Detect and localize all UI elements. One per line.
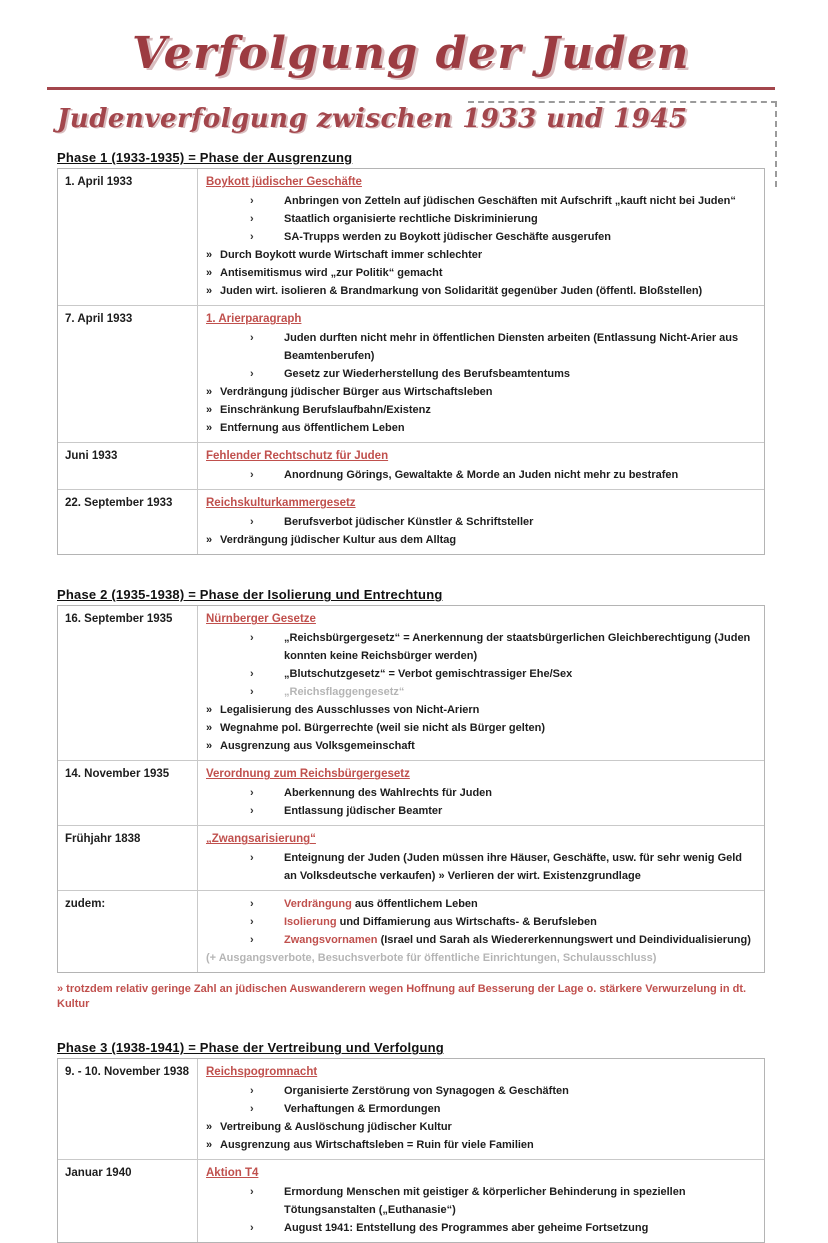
phase-3-heading: Phase 3 (1938-1941) = Phase der Vertreibung und Verfolgung (57, 1040, 444, 1056)
arrow-bullet-icon: › (250, 787, 254, 800)
title-divider (47, 87, 775, 90)
content-cell (198, 1160, 764, 1242)
table-row (58, 489, 764, 554)
list-item (206, 513, 754, 531)
phase-1-table (57, 168, 765, 555)
list-item-text: Anbringen von Zetteln auf jüdischen Geschäften mit Aufschrift „kauft nicht bei Juden“ (284, 195, 736, 208)
table-row (58, 1159, 764, 1242)
list-item-text: Verhaftungen & Ermordungen (284, 1103, 441, 1116)
list-item (206, 1082, 754, 1100)
list-item-text (284, 931, 754, 949)
result-bullet-icon: » (206, 386, 213, 399)
phase-1-section (57, 150, 765, 555)
phase-3-section (57, 1040, 765, 1243)
arrow-bullet-icon: › (250, 368, 254, 381)
arrow-bullet-icon: › (250, 1103, 254, 1116)
list-item-text (284, 895, 754, 913)
spacer (57, 1012, 765, 1034)
table-row (58, 442, 764, 489)
result-bullet-icon: » (206, 1139, 213, 1152)
topic-title: „Zwangsarisierung“ (206, 833, 316, 846)
topic-title: Verordnung zum Reichsbürgergesetz (206, 768, 410, 781)
result-bullet-icon: » (206, 267, 213, 280)
result-item (206, 264, 754, 282)
result-item-text: Legalisierung des Ausschlusses von Nicht-Ariern (220, 704, 480, 717)
content-cell (198, 306, 764, 442)
result-item (206, 701, 754, 719)
topic-title: Aktion T4 (206, 1167, 259, 1180)
content-cell (198, 761, 764, 825)
result-bullet-icon: » (206, 704, 213, 717)
date-cell: Januar 1940 (58, 1160, 198, 1242)
content-cell (198, 606, 764, 760)
muted-note: (+ Ausgangsverbote, Besuchsverbote für öffentliche Einrichtungen, Schulausschluss) (206, 952, 657, 965)
result-bullet-icon: » (206, 740, 213, 753)
list-item-rest: aus öffentlichem Leben (351, 898, 478, 911)
date-cell: zudem: (58, 891, 198, 972)
list-item (206, 665, 754, 683)
result-item-text: Vertreibung & Auslöschung jüdischer Kultur (220, 1121, 452, 1134)
topic-title: Fehlender Rechtschutz für Juden (206, 450, 389, 463)
arrow-bullet-icon: › (250, 686, 254, 699)
list-item-text: Juden durften nicht mehr in öffentlichen Diensten arbeiten (Entlassung Nicht-Arier aus Beamtenberufen) (284, 332, 739, 363)
result-bullet-icon: » (206, 249, 213, 262)
arrow-bullet-icon: › (250, 898, 254, 911)
date-cell: 9. - 10. November 1938 (58, 1059, 198, 1159)
list-item (206, 192, 754, 210)
result-item (206, 719, 754, 737)
remark-note: » trotzdem relativ geringe Zahl an jüdischen Auswanderern wegen Hoffnung auf Besserung der Lage o. stärkere Verwurzelung in dt. Kultur (57, 983, 747, 1011)
phase-2-section (57, 587, 765, 1012)
list-item-text: „Reichsbürgergesetz“ = Anerkennung der staatsbürgerlichen Gleichberechtigung (Juden konnten keine Reichsbürger werden) (284, 632, 751, 663)
table-row (58, 305, 764, 442)
table-row (58, 760, 764, 825)
content-cell (198, 1059, 764, 1159)
list-item-text: Staatlich organisierte rechtliche Diskriminierung (284, 213, 538, 226)
result-item-text: Antisemitismus wird „zur Politik“ gemacht (220, 267, 443, 280)
topic-title: Reichspogromnacht (206, 1066, 318, 1079)
list-item (206, 802, 754, 820)
phase-2-table (57, 605, 765, 973)
list-item (206, 1219, 754, 1237)
topic-title: Nürnberger Gesetze (206, 613, 316, 626)
list-item (206, 329, 754, 365)
list-item (206, 228, 754, 246)
content-cell (198, 490, 764, 554)
topic-title: Boykott jüdischer Geschäfte (206, 176, 362, 189)
keyword-highlight: Isolierung (284, 916, 337, 929)
arrow-bullet-icon: › (250, 1222, 254, 1235)
date-cell: 14. November 1935 (58, 761, 198, 825)
list-item-text: „Reichsflaggengesetz“ (284, 686, 405, 699)
result-item-text: Verdrängung jüdischer Bürger aus Wirtschaftsleben (220, 386, 493, 399)
content-cell (198, 169, 764, 305)
result-item-text: Entfernung aus öffentlichem Leben (220, 422, 405, 435)
list-item (206, 683, 754, 701)
list-item-rest: (Israel und Sarah als Wiedererkennungswert und Deindividualisierung) (377, 934, 751, 947)
arrow-bullet-icon: › (250, 1085, 254, 1098)
result-bullet-icon: » (206, 422, 213, 435)
result-item-text: Verdrängung jüdischer Kultur aus dem Alltag (220, 534, 457, 547)
list-item-text: Anordnung Görings, Gewaltakte & Morde an Juden nicht mehr zu bestrafen (284, 469, 679, 482)
arrow-bullet-icon: › (250, 934, 254, 947)
result-item (206, 246, 754, 264)
content-cell (198, 826, 764, 890)
list-item (206, 895, 754, 913)
list-item-text: Organisierte Zerstörung von Synagogen & Geschäften (284, 1085, 569, 1098)
arrow-bullet-icon: › (250, 332, 254, 345)
list-item (206, 629, 754, 665)
table-row (58, 606, 764, 760)
date-cell: Juni 1933 (58, 443, 198, 489)
table-row (58, 169, 764, 305)
list-item-text: Enteignung der Juden (Juden müssen ihre Häuser, Geschäfte, usw. für sehr wenig Geld an Volksdeutsche verkaufen) » Verlieren der wirt. Existenzgrundlage (284, 852, 743, 883)
phase-1-heading: Phase 1 (1933-1935) = Phase der Ausgrenzung (57, 150, 353, 166)
date-cell: 1. April 1933 (58, 169, 198, 305)
result-bullet-icon: » (206, 285, 213, 298)
result-item (206, 419, 754, 437)
result-item (206, 1136, 754, 1154)
result-item-text: Wegnahme pol. Bürgerrechte (weil sie nicht als Bürger gelten) (220, 722, 545, 735)
date-cell: 16. September 1935 (58, 606, 198, 760)
list-item-text: August 1941: Entstellung des Programmes aber geheime Fortsetzung (284, 1222, 649, 1235)
result-item (206, 401, 754, 419)
list-item (206, 466, 754, 484)
list-item-text: Entlassung jüdischer Beamter (284, 805, 443, 818)
result-item (206, 531, 754, 549)
topic-title: Reichskulturkammergesetz (206, 497, 356, 510)
list-item-text (284, 913, 754, 931)
arrow-bullet-icon: › (250, 195, 254, 208)
list-item (206, 365, 754, 383)
result-item-text: Ausgrenzung aus Volksgemeinschaft (220, 740, 415, 753)
result-item-text: Durch Boykott wurde Wirtschaft immer schlechter (220, 249, 483, 262)
list-item (206, 913, 754, 931)
arrow-bullet-icon: › (250, 632, 254, 645)
result-item-text: Ausgrenzung aus Wirtschaftsleben = Ruin für viele Familien (220, 1139, 534, 1152)
result-bullet-icon: » (206, 534, 213, 547)
list-item-text: „Blutschutzgesetz“ = Verbot gemischtrassiger Ehe/Sex (284, 668, 573, 681)
content-cell (198, 443, 764, 489)
list-item (206, 849, 754, 885)
date-cell: 7. April 1933 (58, 306, 198, 442)
keyword-highlight: Verdrängung (284, 898, 352, 911)
arrow-bullet-icon: › (250, 213, 254, 226)
list-item (206, 784, 754, 802)
result-item-text: Juden wirt. isolieren & Brandmarkung von Solidarität gegenüber Juden (öffentl. Bloßstellen) (220, 285, 703, 298)
result-bullet-icon: » (206, 722, 213, 735)
list-item-text: Gesetz zur Wiederherstellung des Berufsbeamtentums (284, 368, 570, 381)
list-item (206, 210, 754, 228)
list-item (206, 931, 754, 949)
page-title: Verfolgung der Juden (132, 28, 690, 79)
result-item (206, 1118, 754, 1136)
table-row (58, 890, 764, 972)
section-subtitle: Judenverfolgung zwischen 1933 und 1945 (57, 104, 688, 135)
content-cell (198, 891, 764, 972)
list-item-text: Ermordung Menschen mit geistiger & körperlicher Behinderung in speziellen Tötungsanstalten („Euthanasie“) (284, 1186, 686, 1217)
phase-2-heading: Phase 2 (1935-1938) = Phase der Isolierung und Entrechtung (57, 587, 443, 603)
list-item (206, 1183, 754, 1219)
arrow-bullet-icon: › (250, 469, 254, 482)
arrow-bullet-icon: › (250, 516, 254, 529)
arrow-bullet-icon: › (250, 668, 254, 681)
list-item-rest: und Diffamierung aus Wirtschafts- & Berufsleben (336, 916, 597, 929)
topic-title: 1. Arierparagraph (206, 313, 302, 326)
arrow-bullet-icon: › (250, 916, 254, 929)
spacer (57, 555, 765, 581)
list-item (206, 1100, 754, 1118)
table-row (58, 825, 764, 890)
arrow-bullet-icon: › (250, 1186, 254, 1199)
keyword-highlight: Zwangsvornamen (284, 934, 378, 947)
result-item (206, 737, 754, 755)
table-row (58, 1059, 764, 1159)
result-bullet-icon: » (206, 404, 213, 417)
date-cell: Frühjahr 1838 (58, 826, 198, 890)
result-bullet-icon: » (206, 1121, 213, 1134)
phase-3-table (57, 1058, 765, 1243)
subtitle-row (57, 104, 765, 144)
date-cell: 22. September 1933 (58, 490, 198, 554)
list-item-text: Aberkennung des Wahlrechts für Juden (284, 787, 493, 800)
arrow-bullet-icon: › (250, 231, 254, 244)
result-item (206, 383, 754, 401)
list-item-text: SA-Trupps werden zu Boykott jüdischer Geschäfte ausgerufen (284, 231, 612, 244)
arrow-bullet-icon: › (250, 852, 254, 865)
result-item (206, 282, 754, 300)
list-item-text: Berufsverbot jüdischer Künstler & Schriftsteller (284, 516, 534, 529)
arrow-bullet-icon: › (250, 805, 254, 818)
result-item-text: Einschränkung Berufslaufbahn/Existenz (220, 404, 431, 417)
